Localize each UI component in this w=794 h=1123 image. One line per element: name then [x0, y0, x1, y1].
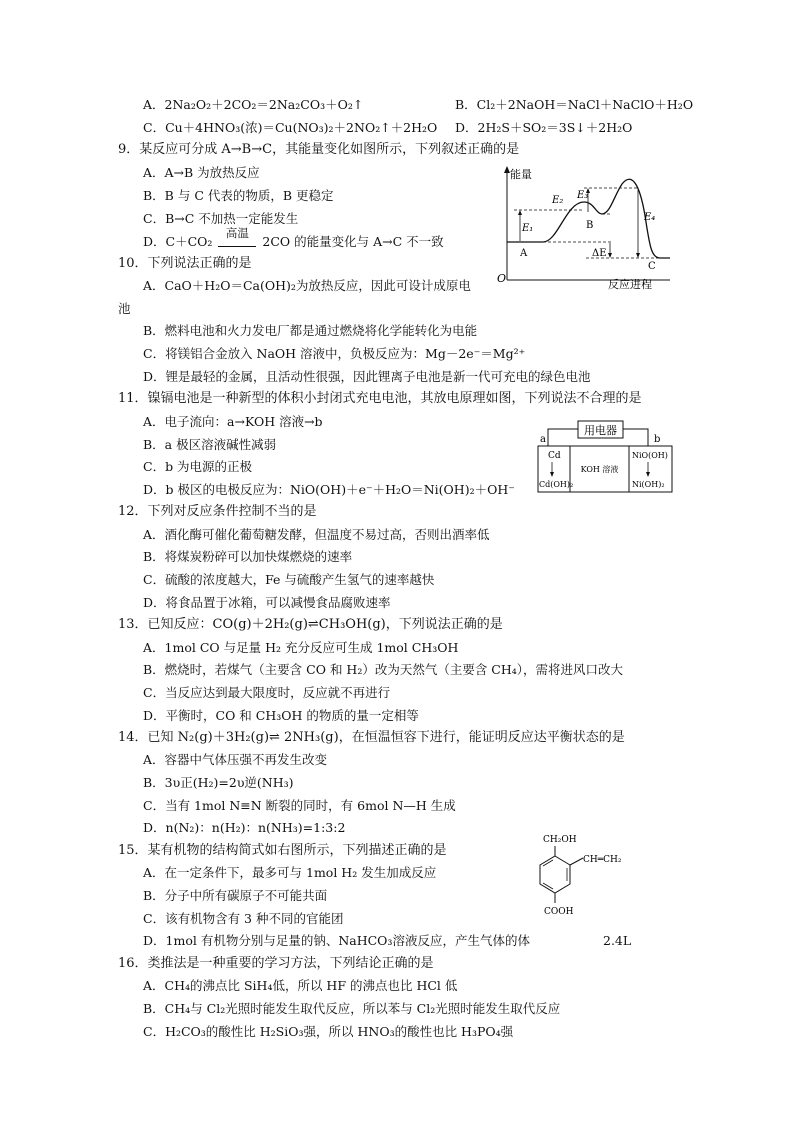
- q10-option-a-line2: 池: [118, 301, 131, 316]
- e4-arrow-head: [636, 253, 640, 258]
- device-label: 用电器: [584, 424, 617, 437]
- electrolyte-label: KOH 溶液: [580, 465, 619, 474]
- q9-option-c: C．B→C 不加热一定能发生: [143, 211, 299, 226]
- q9-option-d-products: 2CO 的能量变化与 A→C 不一致: [262, 234, 444, 249]
- q14-option-c: C．当有 1mol N≡N 断裂的同时，有 6mol N—H 生成: [143, 798, 456, 813]
- q9-option-d-reactants: D．C＋CO₂: [143, 234, 213, 249]
- q11-option-c: C．b 为电源的正极: [143, 459, 253, 474]
- q12-option-d: D．将食品置于冰箱，可以减慢食品腐败速率: [143, 595, 391, 610]
- q14-option-b: B．3υ正(H₂)=2υ逆(NH₃): [143, 775, 294, 790]
- label-delta-e: ΔE: [592, 248, 607, 259]
- q12-stem: 12．下列对反应条件控制不当的是: [118, 504, 317, 519]
- organic-structure-diagram: [525, 830, 637, 922]
- label-b: B: [586, 220, 594, 231]
- double-bond-3: [543, 883, 553, 889]
- q15-option-c: C．该有机物含有 3 种不同的官能团: [143, 911, 344, 926]
- q13-option-b: B．燃烧时，若煤气（主要含 CO 和 H₂）改为天然气（主要含 CH₄），需将进风口改大: [143, 662, 624, 677]
- double-bond-1: [543, 860, 553, 866]
- q12-option-b: B．将煤炭粉碎可以加快煤燃烧的速率: [143, 549, 353, 564]
- q16-stem: 16．类推法是一种重要的学习方法，下列结论正确的是: [118, 956, 434, 971]
- q9-condition-arrow: [216, 226, 258, 251]
- left-top-label: Cd: [548, 451, 561, 461]
- label-e4: E₄: [644, 212, 656, 223]
- right-wire: [623, 429, 648, 446]
- label-e2: E₂: [552, 195, 564, 206]
- q15-option-d-tail: 2.4L: [603, 933, 632, 948]
- q8-option-a: A．2Na₂O₂＋2CO₂＝2Na₂CO₃＋O₂↑: [143, 97, 364, 112]
- right-bottom-label: Ni(OH)₂: [632, 480, 665, 489]
- q13-option-c: C．当反应达到最大限度时，反应就不再进行: [143, 685, 391, 700]
- q9-condition-line: [218, 246, 256, 247]
- delta-e-arrow-head: [608, 253, 612, 258]
- side-group-label: CH═CH₂: [583, 855, 622, 865]
- bottom-group-label: COOH: [544, 907, 574, 917]
- top-group-label: CH₂OH: [543, 835, 577, 845]
- label-e3: E₃: [577, 190, 589, 201]
- q8-option-c: C．Cu＋4HNO₃(浓)＝Cu(NO₃)₂＋2NO₂↑＋2H₂O: [143, 120, 438, 135]
- q8-option-d: D．2H₂S＋SO₂＝3S↓＋2H₂O: [455, 120, 633, 135]
- side-bond: [570, 858, 583, 865]
- q10-option-d: D．锂是最轻的金属，且活动性很强，因此锂离子电池是新一代可充电的绿色电池: [143, 369, 591, 384]
- q11-option-a: A．电子流向：a→KOH 溶液→b: [143, 414, 323, 429]
- label-a: a: [540, 434, 546, 445]
- q15-stem: 15．某有机物的结构简式如右图所示，下列描述正确的是: [118, 843, 447, 858]
- q8-option-b: B．Cl₂＋2NaOH＝NaCl＋NaClO＋H₂O: [455, 97, 694, 112]
- q16-option-b: B．CH₄与 Cl₂光照时能发生取代反应，所以苯与 Cl₂光照时能发生取代反应: [143, 1001, 561, 1016]
- q11-stem: 11．镍镉电池是一种新型的体积小封闭式充电电池，其放电原理如图，下列说法不合理的是: [118, 391, 642, 406]
- benzene-ring: [540, 856, 570, 893]
- q10-option-b: B．燃料电池和火力发电厂都是通过燃烧将化学能转化为电能: [143, 323, 478, 338]
- q11-option-b: B．a 极区溶液碱性减弱: [143, 437, 277, 452]
- q16-option-a: A．CH₄的沸点比 SiH₄低，所以 HF 的沸点也比 HCl 低: [143, 978, 458, 993]
- origin-label: O: [497, 272, 507, 285]
- q10-option-c: C．将镁铝合金放入 NaOH 溶液中，负极反应为：Mg－2e⁻＝Mg²⁺: [143, 346, 526, 361]
- energy-diagram: [488, 162, 678, 290]
- q15-option-d: D．1mol 有机物分别与足量的钠、NaHCO₃溶液反应，产生气体的体: [143, 933, 530, 948]
- q14-option-d: D．n(N₂)：n(H₂)：n(NH₃)=1:3:2: [143, 820, 346, 835]
- q9-option-b: B．B 与 C 代表的物质，B 更稳定: [143, 188, 334, 203]
- label-a: A: [520, 248, 528, 259]
- y-axis-label: 能量: [510, 168, 532, 181]
- right-top-label: NiO(OH): [632, 451, 668, 460]
- q13-stem: 13．已知反应：CO(g)＋2H₂(g)⇌CH₃OH(g)，下列说法正确的是: [118, 617, 503, 632]
- q9-option-a: A．A→B 为放热反应: [143, 165, 260, 180]
- q12-option-a: A．酒化酶可催化葡萄糖发酵，但温度不易过高，否则出酒率低: [143, 527, 490, 542]
- q16-option-c: C．H₂CO₃的酸性比 H₂SiO₃强，所以 HNO₃的酸性也比 H₃PO₄强: [143, 1024, 514, 1039]
- q14-option-a: A．容器中气体压强不再发生改变: [143, 752, 328, 767]
- q10-stem: 10．下列说法正确的是: [118, 256, 252, 271]
- q9-stem: 9．某反应可分成 A→B→C，其能量变化如图所示，下列叙述正确的是: [118, 142, 520, 157]
- q11-option-d: D．b 极区的电极反应为：NiO(OH)＋e⁻＋H₂O＝Ni(OH)₂＋OH⁻: [143, 482, 515, 497]
- battery-diagram: [536, 419, 676, 495]
- label-e1: E₁: [522, 223, 534, 234]
- q9-condition-label: 高温: [225, 226, 249, 240]
- label-c: C: [648, 261, 656, 272]
- left-wire: [548, 429, 578, 446]
- q13-option-a: A．1mol CO 与足量 H₂ 充分反应可生成 1mol CH₃OH: [143, 640, 459, 655]
- e1-arrow-head: [518, 210, 522, 215]
- q10-option-a-line1: A．CaO＋H₂O＝Ca(OH)₂为放热反应，因此可设计成原电: [143, 278, 471, 293]
- q9-option-d: [143, 226, 444, 251]
- q15-option-a: A．在一定条件下，最多可与 1mol H₂ 发生加成反应: [143, 865, 437, 880]
- q13-option-d: D．平衡时，CO 和 CH₃OH 的物质的量一定相等: [143, 708, 419, 723]
- x-axis-label: 反应进程: [608, 278, 652, 290]
- q12-option-c: C．硫酸的浓度越大，Fe 与硫酸产生氢气的速率越快: [143, 572, 435, 587]
- q14-stem: 14．已知 N₂(g)＋3H₂(g)⇌ 2NH₃(g)，在恒温恒容下进行，能证明反应达平衡状态的是: [118, 730, 625, 745]
- q15-option-b: B．分子中所有碳原子不可能共面: [143, 888, 328, 903]
- left-bottom-label: Cd(OH)₂: [539, 480, 574, 489]
- label-b: b: [654, 434, 661, 445]
